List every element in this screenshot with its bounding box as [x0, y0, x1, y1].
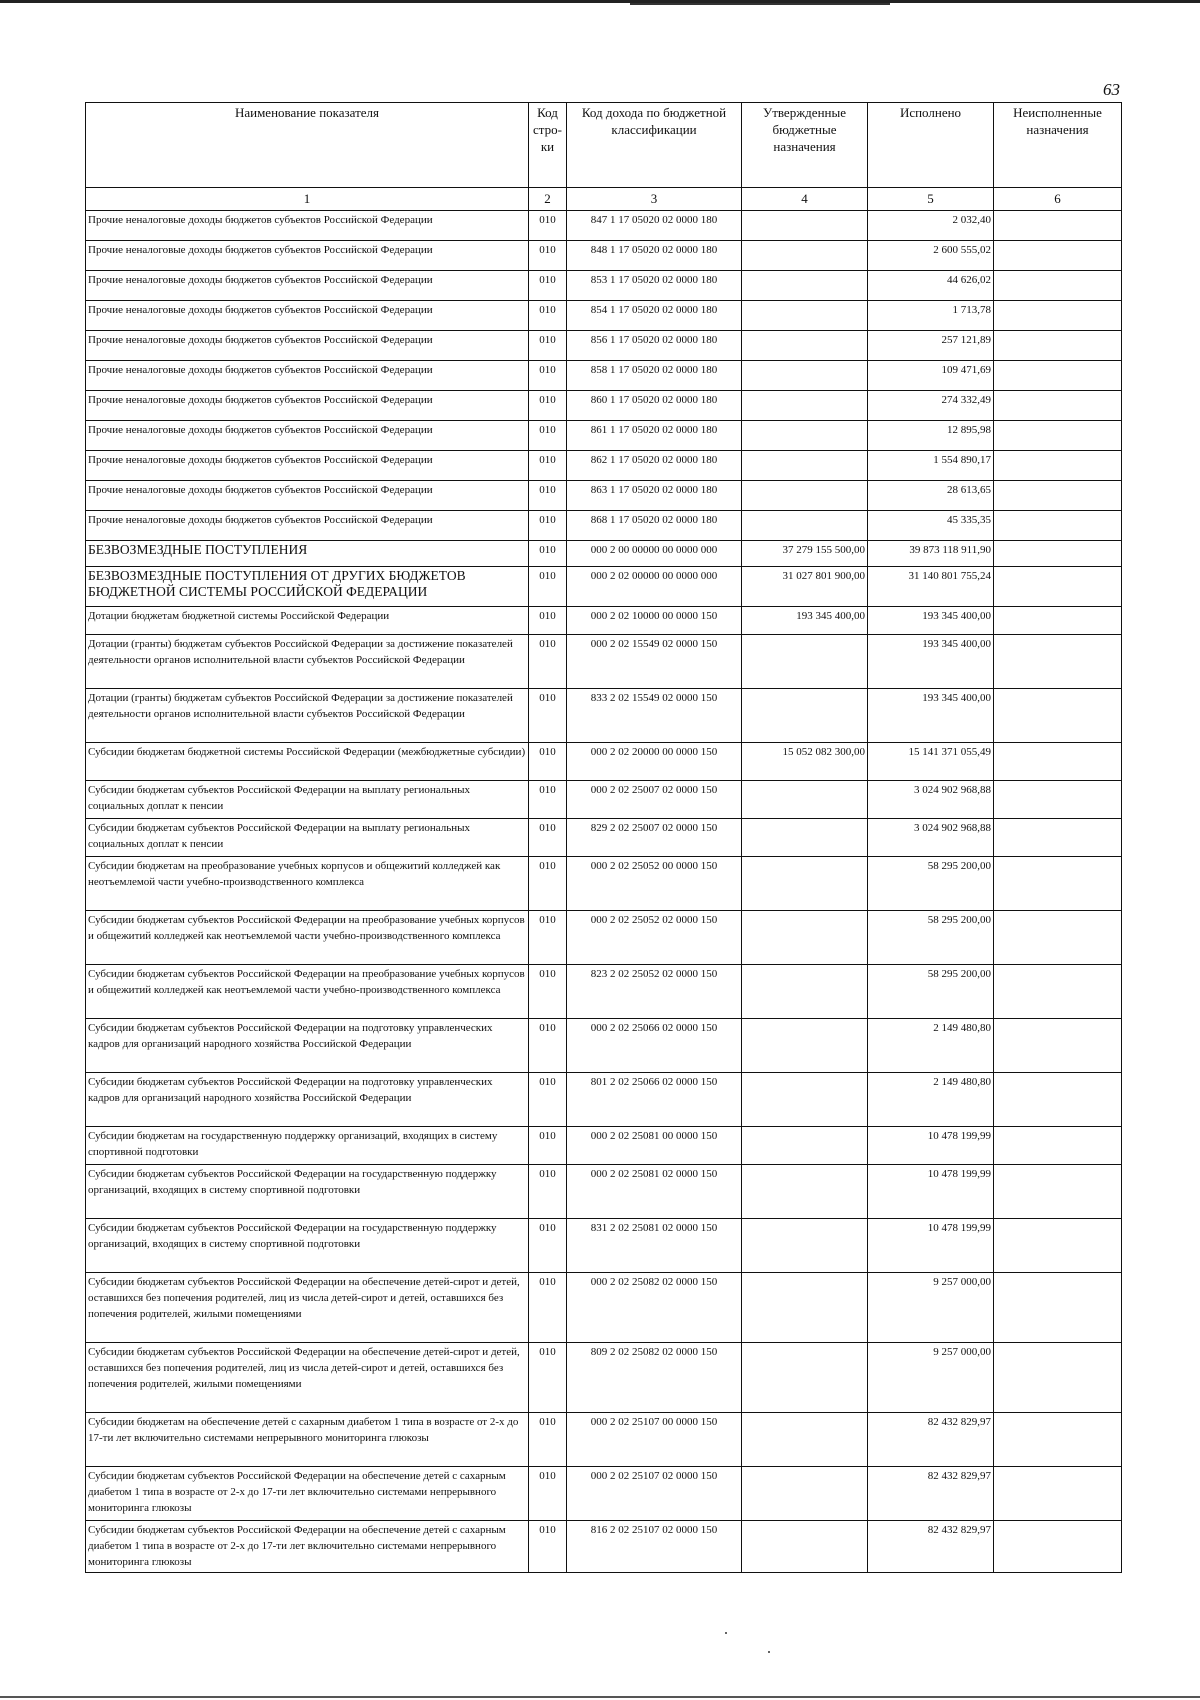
cell-name: Прочие неналоговые доходы бюджетов субъектов Российской Федерации	[86, 421, 529, 451]
cell-name: Дотации бюджетам бюджетной системы Российской Федерации	[86, 607, 529, 635]
cell-line-code: 010	[529, 241, 567, 271]
header-executed: Исполнено	[868, 103, 994, 188]
cell-executed: 82 432 829,97	[868, 1413, 994, 1467]
cell-income-code: 831 2 02 25081 02 0000 150	[567, 1219, 742, 1273]
cell-executed: 45 335,35	[868, 511, 994, 541]
cell-name: Прочие неналоговые доходы бюджетов субъектов Российской Федерации	[86, 271, 529, 301]
cell-line-code: 010	[529, 301, 567, 331]
cell-line-code: 010	[529, 481, 567, 511]
cell-unexecuted	[994, 965, 1122, 1019]
cell-executed: 193 345 400,00	[868, 635, 994, 689]
cell-income-code: 000 2 02 00000 00 0000 000	[567, 567, 742, 607]
cell-line-code: 010	[529, 1343, 567, 1413]
cell-name: Субсидии бюджетам субъектов Российской Федерации на выплату региональных социальных доплат к пенсии	[86, 781, 529, 819]
table-row	[86, 331, 1122, 361]
cell-unexecuted	[994, 271, 1122, 301]
cell-unexecuted	[994, 1343, 1122, 1413]
budget-report-table	[85, 102, 1122, 1573]
cell-executed: 39 873 118 911,90	[868, 541, 994, 567]
cell-unexecuted	[994, 1521, 1122, 1573]
cell-name: Субсидии бюджетам субъектов Российской Федерации на подготовку управленческих кадров для организаций народного хозяйства Российской Федерации	[86, 1019, 529, 1073]
table-row	[86, 301, 1122, 331]
cell-executed: 58 295 200,00	[868, 857, 994, 911]
scan-top-edge	[0, 0, 1200, 3]
table-row	[86, 421, 1122, 451]
cell-name: Прочие неналоговые доходы бюджетов субъектов Российской Федерации	[86, 211, 529, 241]
cell-line-code: 010	[529, 1073, 567, 1127]
cell-approved	[742, 911, 868, 965]
cell-executed: 82 432 829,97	[868, 1521, 994, 1573]
header-line-code: Код стро-ки	[529, 103, 567, 188]
cell-name: Субсидии бюджетам субъектов Российской Федерации на преобразование учебных корпусов и общежитий колледжей как неотъемлемой части учебно-производственного комплекса	[86, 911, 529, 965]
cell-approved	[742, 331, 868, 361]
cell-executed: 1 554 890,17	[868, 451, 994, 481]
cell-executed: 274 332,49	[868, 391, 994, 421]
cell-income-code: 853 1 17 05020 02 0000 180	[567, 271, 742, 301]
table-row	[86, 541, 1122, 567]
cell-name: Прочие неналоговые доходы бюджетов субъектов Российской Федерации	[86, 301, 529, 331]
cell-income-code: 000 2 02 25081 00 0000 150	[567, 1127, 742, 1165]
cell-line-code: 010	[529, 1467, 567, 1521]
cell-unexecuted	[994, 857, 1122, 911]
cell-approved	[742, 965, 868, 1019]
cell-name: Субсидии бюджетам субъектов Российской Федерации на обеспечение детей-сирот и детей, оставшихся без попечения родителей, лиц из числа детей-сирот и детей, оставшихся без попечения родителей, жилыми помещениями	[86, 1343, 529, 1413]
cell-unexecuted	[994, 241, 1122, 271]
cell-income-code: 000 2 02 25007 02 0000 150	[567, 781, 742, 819]
cell-executed: 15 141 371 055,49	[868, 743, 994, 781]
cell-unexecuted	[994, 421, 1122, 451]
cell-line-code: 010	[529, 567, 567, 607]
cell-unexecuted	[994, 911, 1122, 965]
cell-income-code: 000 2 02 25066 02 0000 150	[567, 1019, 742, 1073]
cell-line-code: 010	[529, 857, 567, 911]
cell-unexecuted	[994, 451, 1122, 481]
scan-top-mark	[630, 3, 890, 5]
cell-line-code: 010	[529, 743, 567, 781]
cell-approved	[742, 689, 868, 743]
cell-income-code: 861 1 17 05020 02 0000 180	[567, 421, 742, 451]
cell-name: Прочие неналоговые доходы бюджетов субъектов Российской Федерации	[86, 361, 529, 391]
cell-executed: 2 600 555,02	[868, 241, 994, 271]
cell-approved	[742, 1521, 868, 1573]
cell-income-code: 858 1 17 05020 02 0000 180	[567, 361, 742, 391]
cell-line-code: 010	[529, 1165, 567, 1219]
header-row	[86, 103, 1122, 188]
cell-line-code: 010	[529, 1521, 567, 1573]
cell-name: Субсидии бюджетам на преобразование учебных корпусов и общежитий колледжей как неотъемлемой части учебно-производственного комплекса	[86, 857, 529, 911]
cell-approved: 193 345 400,00	[742, 607, 868, 635]
cell-income-code: 000 2 02 15549 02 0000 150	[567, 635, 742, 689]
scan-bottom-edge	[0, 1696, 1200, 1698]
cell-name: Прочие неналоговые доходы бюджетов субъектов Российской Федерации	[86, 511, 529, 541]
table-row	[86, 211, 1122, 241]
cell-line-code: 010	[529, 819, 567, 857]
header-approved: Утвержденные бюджетные назначения	[742, 103, 868, 188]
cell-name: Прочие неналоговые доходы бюджетов субъектов Российской Федерации	[86, 481, 529, 511]
cell-unexecuted	[994, 1467, 1122, 1521]
cell-name: Субсидии бюджетам субъектов Российской Федерации на обеспечение детей с сахарным диабетом 1 типа в возрасте от 2-х до 17-ти лет включительно системами непрерывного мониторинга глюкозы	[86, 1521, 529, 1573]
table-row	[86, 271, 1122, 301]
cell-income-code: 863 1 17 05020 02 0000 180	[567, 481, 742, 511]
cell-income-code: 000 2 02 25081 02 0000 150	[567, 1165, 742, 1219]
cell-unexecuted	[994, 689, 1122, 743]
cell-line-code: 010	[529, 511, 567, 541]
header-unexecuted: Неисполненные назначения	[994, 103, 1122, 188]
header-income-code: Код дохода по бюджетной классификации	[567, 103, 742, 188]
cell-unexecuted	[994, 781, 1122, 819]
cell-executed: 9 257 000,00	[868, 1273, 994, 1343]
column-number: 3	[567, 188, 742, 211]
cell-unexecuted	[994, 1273, 1122, 1343]
cell-unexecuted	[994, 301, 1122, 331]
cell-approved	[742, 781, 868, 819]
cell-unexecuted	[994, 1165, 1122, 1219]
table-row	[86, 361, 1122, 391]
table-row	[86, 635, 1122, 689]
cell-line-code: 010	[529, 361, 567, 391]
cell-income-code: 856 1 17 05020 02 0000 180	[567, 331, 742, 361]
column-number: 5	[868, 188, 994, 211]
cell-name: Субсидии бюджетам субъектов Российской Федерации на подготовку управленческих кадров для организаций народного хозяйства Российской Федерации	[86, 1073, 529, 1127]
cell-executed: 10 478 199,99	[868, 1165, 994, 1219]
cell-executed: 58 295 200,00	[868, 911, 994, 965]
cell-unexecuted	[994, 743, 1122, 781]
cell-income-code: 829 2 02 25007 02 0000 150	[567, 819, 742, 857]
cell-line-code: 010	[529, 1413, 567, 1467]
column-number: 2	[529, 188, 567, 211]
cell-unexecuted	[994, 481, 1122, 511]
cell-line-code: 010	[529, 635, 567, 689]
cell-income-code: 000 2 02 20000 00 0000 150	[567, 743, 742, 781]
cell-name: БЕЗВОЗМЕЗДНЫЕ ПОСТУПЛЕНИЯ ОТ ДРУГИХ БЮДЖЕТОВ БЮДЖЕТНОЙ СИСТЕМЫ РОССИЙСКОЙ ФЕДЕРАЦИИ	[86, 567, 529, 607]
cell-income-code: 000 2 00 00000 00 0000 000	[567, 541, 742, 567]
cell-name: Прочие неналоговые доходы бюджетов субъектов Российской Федерации	[86, 391, 529, 421]
table-row	[86, 241, 1122, 271]
cell-name: Прочие неналоговые доходы бюджетов субъектов Российской Федерации	[86, 331, 529, 361]
cell-income-code: 860 1 17 05020 02 0000 180	[567, 391, 742, 421]
cell-line-code: 010	[529, 1219, 567, 1273]
cell-approved	[742, 511, 868, 541]
table-row	[86, 481, 1122, 511]
cell-unexecuted	[994, 541, 1122, 567]
cell-name: Дотации (гранты) бюджетам субъектов Российской Федерации за достижение показателей деятельности органов исполнительной власти субъектов Российской Федерации	[86, 635, 529, 689]
cell-income-code: 816 2 02 25107 02 0000 150	[567, 1521, 742, 1573]
cell-line-code: 010	[529, 1127, 567, 1165]
table-row	[86, 1521, 1122, 1573]
table-row	[86, 1413, 1122, 1467]
cell-name: Прочие неналоговые доходы бюджетов субъектов Российской Федерации	[86, 451, 529, 481]
cell-approved	[742, 1019, 868, 1073]
cell-approved	[742, 1127, 868, 1165]
cell-executed: 10 478 199,99	[868, 1127, 994, 1165]
cell-executed: 2 032,40	[868, 211, 994, 241]
cell-income-code: 000 2 02 25082 02 0000 150	[567, 1273, 742, 1343]
cell-approved	[742, 301, 868, 331]
cell-approved: 15 052 082 300,00	[742, 743, 868, 781]
cell-income-code: 848 1 17 05020 02 0000 180	[567, 241, 742, 271]
cell-income-code: 862 1 17 05020 02 0000 180	[567, 451, 742, 481]
cell-unexecuted	[994, 211, 1122, 241]
table-row	[86, 689, 1122, 743]
cell-approved	[742, 211, 868, 241]
cell-unexecuted	[994, 635, 1122, 689]
cell-executed: 193 345 400,00	[868, 607, 994, 635]
cell-approved	[742, 1273, 868, 1343]
cell-approved	[742, 819, 868, 857]
cell-approved	[742, 361, 868, 391]
cell-executed: 3 024 902 968,88	[868, 781, 994, 819]
cell-name: Субсидии бюджетам субъектов Российской Федерации на обеспечение детей-сирот и детей, оставшихся без попечения родителей, лиц из числа детей-сирот и детей, оставшихся без попечения родителей, жилыми помещениями	[86, 1273, 529, 1343]
cell-executed: 10 478 199,99	[868, 1219, 994, 1273]
column-number-row	[86, 188, 1122, 211]
cell-executed: 28 613,65	[868, 481, 994, 511]
cell-income-code: 000 2 02 10000 00 0000 150	[567, 607, 742, 635]
cell-line-code: 010	[529, 331, 567, 361]
cell-executed: 31 140 801 755,24	[868, 567, 994, 607]
cell-approved	[742, 481, 868, 511]
cell-name: БЕЗВОЗМЕЗДНЫЕ ПОСТУПЛЕНИЯ	[86, 541, 529, 567]
cell-line-code: 010	[529, 607, 567, 635]
cell-executed: 58 295 200,00	[868, 965, 994, 1019]
table-row	[86, 965, 1122, 1019]
cell-executed: 193 345 400,00	[868, 689, 994, 743]
cell-line-code: 010	[529, 211, 567, 241]
cell-executed: 257 121,89	[868, 331, 994, 361]
cell-line-code: 010	[529, 271, 567, 301]
table-body	[86, 211, 1122, 1573]
cell-unexecuted	[994, 819, 1122, 857]
table-row	[86, 781, 1122, 819]
column-number: 6	[994, 188, 1122, 211]
cell-line-code: 010	[529, 1019, 567, 1073]
table-row	[86, 911, 1122, 965]
cell-approved	[742, 451, 868, 481]
cell-executed: 3 024 902 968,88	[868, 819, 994, 857]
table-row	[86, 1019, 1122, 1073]
cell-executed: 2 149 480,80	[868, 1073, 994, 1127]
cell-executed: 82 432 829,97	[868, 1467, 994, 1521]
cell-executed: 12 895,98	[868, 421, 994, 451]
table-row	[86, 607, 1122, 635]
cell-line-code: 010	[529, 1273, 567, 1343]
cell-approved	[742, 1219, 868, 1273]
cell-line-code: 010	[529, 781, 567, 819]
table-row	[86, 1467, 1122, 1521]
cell-unexecuted	[994, 1019, 1122, 1073]
cell-income-code: 847 1 17 05020 02 0000 180	[567, 211, 742, 241]
cell-approved	[742, 271, 868, 301]
table-row	[86, 451, 1122, 481]
table-row	[86, 391, 1122, 421]
cell-approved	[742, 635, 868, 689]
cell-approved	[742, 1343, 868, 1413]
cell-income-code: 854 1 17 05020 02 0000 180	[567, 301, 742, 331]
cell-income-code: 000 2 02 25107 02 0000 150	[567, 1467, 742, 1521]
cell-unexecuted	[994, 391, 1122, 421]
cell-name: Субсидии бюджетам субъектов Российской Федерации на государственную поддержку организаций, входящих в систему спортивной подготовки	[86, 1165, 529, 1219]
scan-speck	[768, 1651, 770, 1653]
table-row	[86, 511, 1122, 541]
cell-approved	[742, 391, 868, 421]
table-row	[86, 819, 1122, 857]
cell-line-code: 010	[529, 541, 567, 567]
cell-unexecuted	[994, 607, 1122, 635]
cell-line-code: 010	[529, 391, 567, 421]
cell-unexecuted	[994, 511, 1122, 541]
table-row	[86, 567, 1122, 607]
cell-executed: 2 149 480,80	[868, 1019, 994, 1073]
table-row	[86, 1073, 1122, 1127]
cell-name: Прочие неналоговые доходы бюджетов субъектов Российской Федерации	[86, 241, 529, 271]
cell-line-code: 010	[529, 965, 567, 1019]
cell-approved	[742, 1467, 868, 1521]
cell-income-code: 801 2 02 25066 02 0000 150	[567, 1073, 742, 1127]
cell-unexecuted	[994, 331, 1122, 361]
cell-unexecuted	[994, 1219, 1122, 1273]
table-row	[86, 1343, 1122, 1413]
table-row	[86, 1127, 1122, 1165]
column-number: 1	[86, 188, 529, 211]
cell-line-code: 010	[529, 421, 567, 451]
cell-line-code: 010	[529, 911, 567, 965]
scan-speck	[725, 1632, 727, 1634]
cell-line-code: 010	[529, 689, 567, 743]
cell-approved	[742, 1165, 868, 1219]
cell-executed: 44 626,02	[868, 271, 994, 301]
page-number: 63	[1103, 80, 1120, 99]
table-row	[86, 1219, 1122, 1273]
cell-approved	[742, 857, 868, 911]
cell-approved	[742, 421, 868, 451]
cell-income-code: 000 2 02 25107 00 0000 150	[567, 1413, 742, 1467]
cell-name: Дотации (гранты) бюджетам субъектов Российской Федерации за достижение показателей деятельности органов исполнительной власти субъектов Российской Федерации	[86, 689, 529, 743]
cell-approved	[742, 1413, 868, 1467]
cell-name: Субсидии бюджетам на обеспечение детей с сахарным диабетом 1 типа в возрасте от 2-х до 17-ти лет включительно системами непрерывного мониторинга глюкозы	[86, 1413, 529, 1467]
cell-unexecuted	[994, 1413, 1122, 1467]
cell-unexecuted	[994, 1073, 1122, 1127]
cell-income-code: 000 2 02 25052 02 0000 150	[567, 911, 742, 965]
cell-approved: 37 279 155 500,00	[742, 541, 868, 567]
cell-unexecuted	[994, 567, 1122, 607]
cell-income-code: 833 2 02 15549 02 0000 150	[567, 689, 742, 743]
cell-income-code: 000 2 02 25052 00 0000 150	[567, 857, 742, 911]
column-number: 4	[742, 188, 868, 211]
cell-name: Субсидии бюджетам субъектов Российской Федерации на преобразование учебных корпусов и общежитий колледжей как неотъемлемой части учебно-производственного комплекса	[86, 965, 529, 1019]
cell-name: Субсидии бюджетам субъектов Российской Федерации на выплату региональных социальных доплат к пенсии	[86, 819, 529, 857]
cell-approved: 31 027 801 900,00	[742, 567, 868, 607]
cell-executed: 9 257 000,00	[868, 1343, 994, 1413]
table-row	[86, 1165, 1122, 1219]
cell-executed: 109 471,69	[868, 361, 994, 391]
cell-income-code: 809 2 02 25082 02 0000 150	[567, 1343, 742, 1413]
cell-income-code: 823 2 02 25052 02 0000 150	[567, 965, 742, 1019]
cell-line-code: 010	[529, 451, 567, 481]
table-row	[86, 743, 1122, 781]
cell-name: Субсидии бюджетам бюджетной системы Российской Федерации (межбюджетные субсидии)	[86, 743, 529, 781]
cell-name: Субсидии бюджетам на государственную поддержку организаций, входящих в систему спортивной подготовки	[86, 1127, 529, 1165]
cell-approved	[742, 241, 868, 271]
cell-executed: 1 713,78	[868, 301, 994, 331]
cell-approved	[742, 1073, 868, 1127]
cell-unexecuted	[994, 361, 1122, 391]
table-row	[86, 1273, 1122, 1343]
cell-unexecuted	[994, 1127, 1122, 1165]
cell-name: Субсидии бюджетам субъектов Российской Федерации на обеспечение детей с сахарным диабетом 1 типа в возрасте от 2-х до 17-ти лет включительно системами непрерывного мониторинга глюкозы	[86, 1467, 529, 1521]
cell-name: Субсидии бюджетам субъектов Российской Федерации на государственную поддержку организаций, входящих в систему спортивной подготовки	[86, 1219, 529, 1273]
table-row	[86, 857, 1122, 911]
cell-income-code: 868 1 17 05020 02 0000 180	[567, 511, 742, 541]
header-name: Наименование показателя	[86, 103, 529, 188]
